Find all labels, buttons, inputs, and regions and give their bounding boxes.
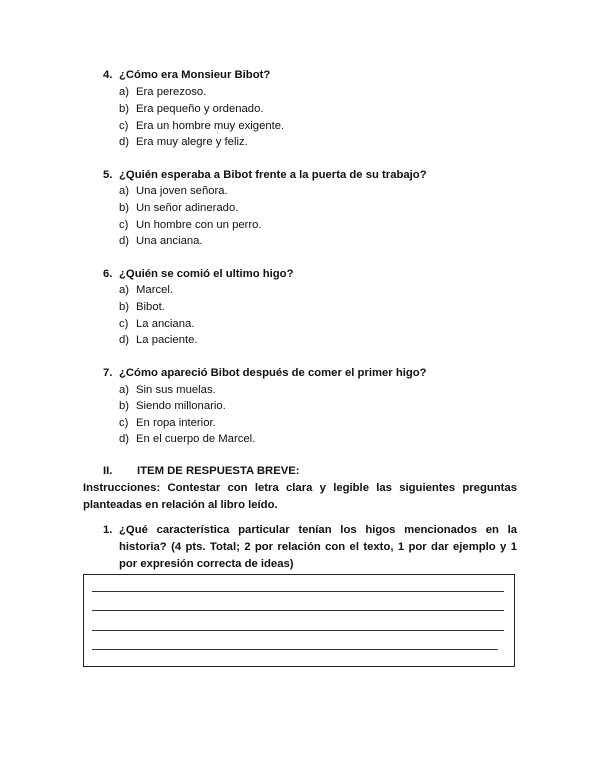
question-4 xyxy=(103,69,270,81)
answer-box[interactable] xyxy=(83,574,515,667)
option-text: Marcel. xyxy=(136,284,174,296)
option-text: Un hombre con un perro. xyxy=(136,219,262,231)
q6-option-c xyxy=(119,318,194,330)
question-6 xyxy=(103,268,293,280)
q4-option-d xyxy=(119,136,248,148)
option-text: Una anciana. xyxy=(136,235,203,247)
option-letter: c) xyxy=(119,417,129,429)
option-text: Era perezoso. xyxy=(136,86,207,98)
option-letter: c) xyxy=(119,219,129,231)
option-letter: d) xyxy=(119,235,130,247)
option-letter: b) xyxy=(119,103,130,115)
option-text: Siendo millonario. xyxy=(136,400,226,412)
option-letter: c) xyxy=(119,318,129,330)
q5-option-c xyxy=(119,219,262,231)
question-number: 4. xyxy=(103,69,113,81)
answer-line xyxy=(92,630,504,631)
question-7 xyxy=(103,367,427,379)
option-text: La anciana. xyxy=(136,318,195,330)
question-text: ¿Cómo apareció Bibot después de comer el primer higo? xyxy=(119,367,427,379)
option-letter: b) xyxy=(119,301,130,313)
option-letter: b) xyxy=(119,202,130,214)
option-text: Era muy alegre y feliz. xyxy=(136,136,248,148)
section-heading xyxy=(103,465,300,477)
question-text: ¿Quién esperaba a Bibot frente a la puerta de su trabajo? xyxy=(119,169,427,181)
q5-option-b xyxy=(119,202,238,214)
instructions: Instrucciones: Contestar con letra clara y legible las siguientes preguntas planteadas en relación al libro leído. xyxy=(83,482,517,511)
q5-option-d xyxy=(119,235,203,247)
answer-line xyxy=(92,591,504,592)
option-text: Sin sus muelas. xyxy=(136,384,216,396)
question-number: 1. xyxy=(103,524,113,536)
q7-option-b xyxy=(119,400,226,412)
section-number: II. xyxy=(103,465,113,477)
q7-option-c xyxy=(119,417,216,429)
question-number: 7. xyxy=(103,367,113,379)
q6-option-a xyxy=(119,284,173,296)
option-letter: a) xyxy=(119,284,130,296)
q7-option-d xyxy=(119,433,255,445)
question-text: ¿Quién se comió el ultimo higo? xyxy=(119,268,294,280)
question-text: ¿Cómo era Monsieur Bibot? xyxy=(119,69,271,81)
option-text: Una joven señora. xyxy=(136,185,228,197)
q6-option-b xyxy=(119,301,165,313)
question-text: ¿Qué característica particular tenían los higos mencionados en la historia? (4 pts. Total; 2 por relación con el texto, 1 por dar ejemplo y 1 por expresión correcta de ideas) xyxy=(119,524,517,570)
question-number: 6. xyxy=(103,268,113,280)
option-text: Un señor adinerado. xyxy=(136,202,239,214)
q4-option-a xyxy=(119,86,206,98)
option-letter: d) xyxy=(119,136,130,148)
answer-line xyxy=(92,610,504,611)
option-letter: a) xyxy=(119,384,130,396)
q4-option-b xyxy=(119,103,264,115)
answer-line xyxy=(92,649,498,650)
option-text: En ropa interior. xyxy=(136,417,216,429)
option-text: Era un hombre muy exigente. xyxy=(136,120,285,132)
question-5 xyxy=(103,169,427,181)
q4-option-c xyxy=(119,120,284,132)
option-letter: d) xyxy=(119,433,130,445)
q5-option-a xyxy=(119,185,228,197)
option-text: Era pequeño y ordenado. xyxy=(136,103,264,115)
option-text: En el cuerpo de Marcel. xyxy=(136,433,256,445)
option-text: La paciente. xyxy=(136,334,198,346)
q6-option-d xyxy=(119,334,198,346)
short-question-1 xyxy=(103,522,517,573)
option-letter: d) xyxy=(119,334,130,346)
q7-option-a xyxy=(119,384,216,396)
option-letter: b) xyxy=(119,400,130,412)
section-title: ITEM DE RESPUESTA BREVE: xyxy=(137,465,300,477)
option-letter: a) xyxy=(119,86,130,98)
option-letter: a) xyxy=(119,185,130,197)
option-letter: c) xyxy=(119,120,129,132)
question-number: 5. xyxy=(103,169,113,181)
option-text: Bibot. xyxy=(136,301,165,313)
